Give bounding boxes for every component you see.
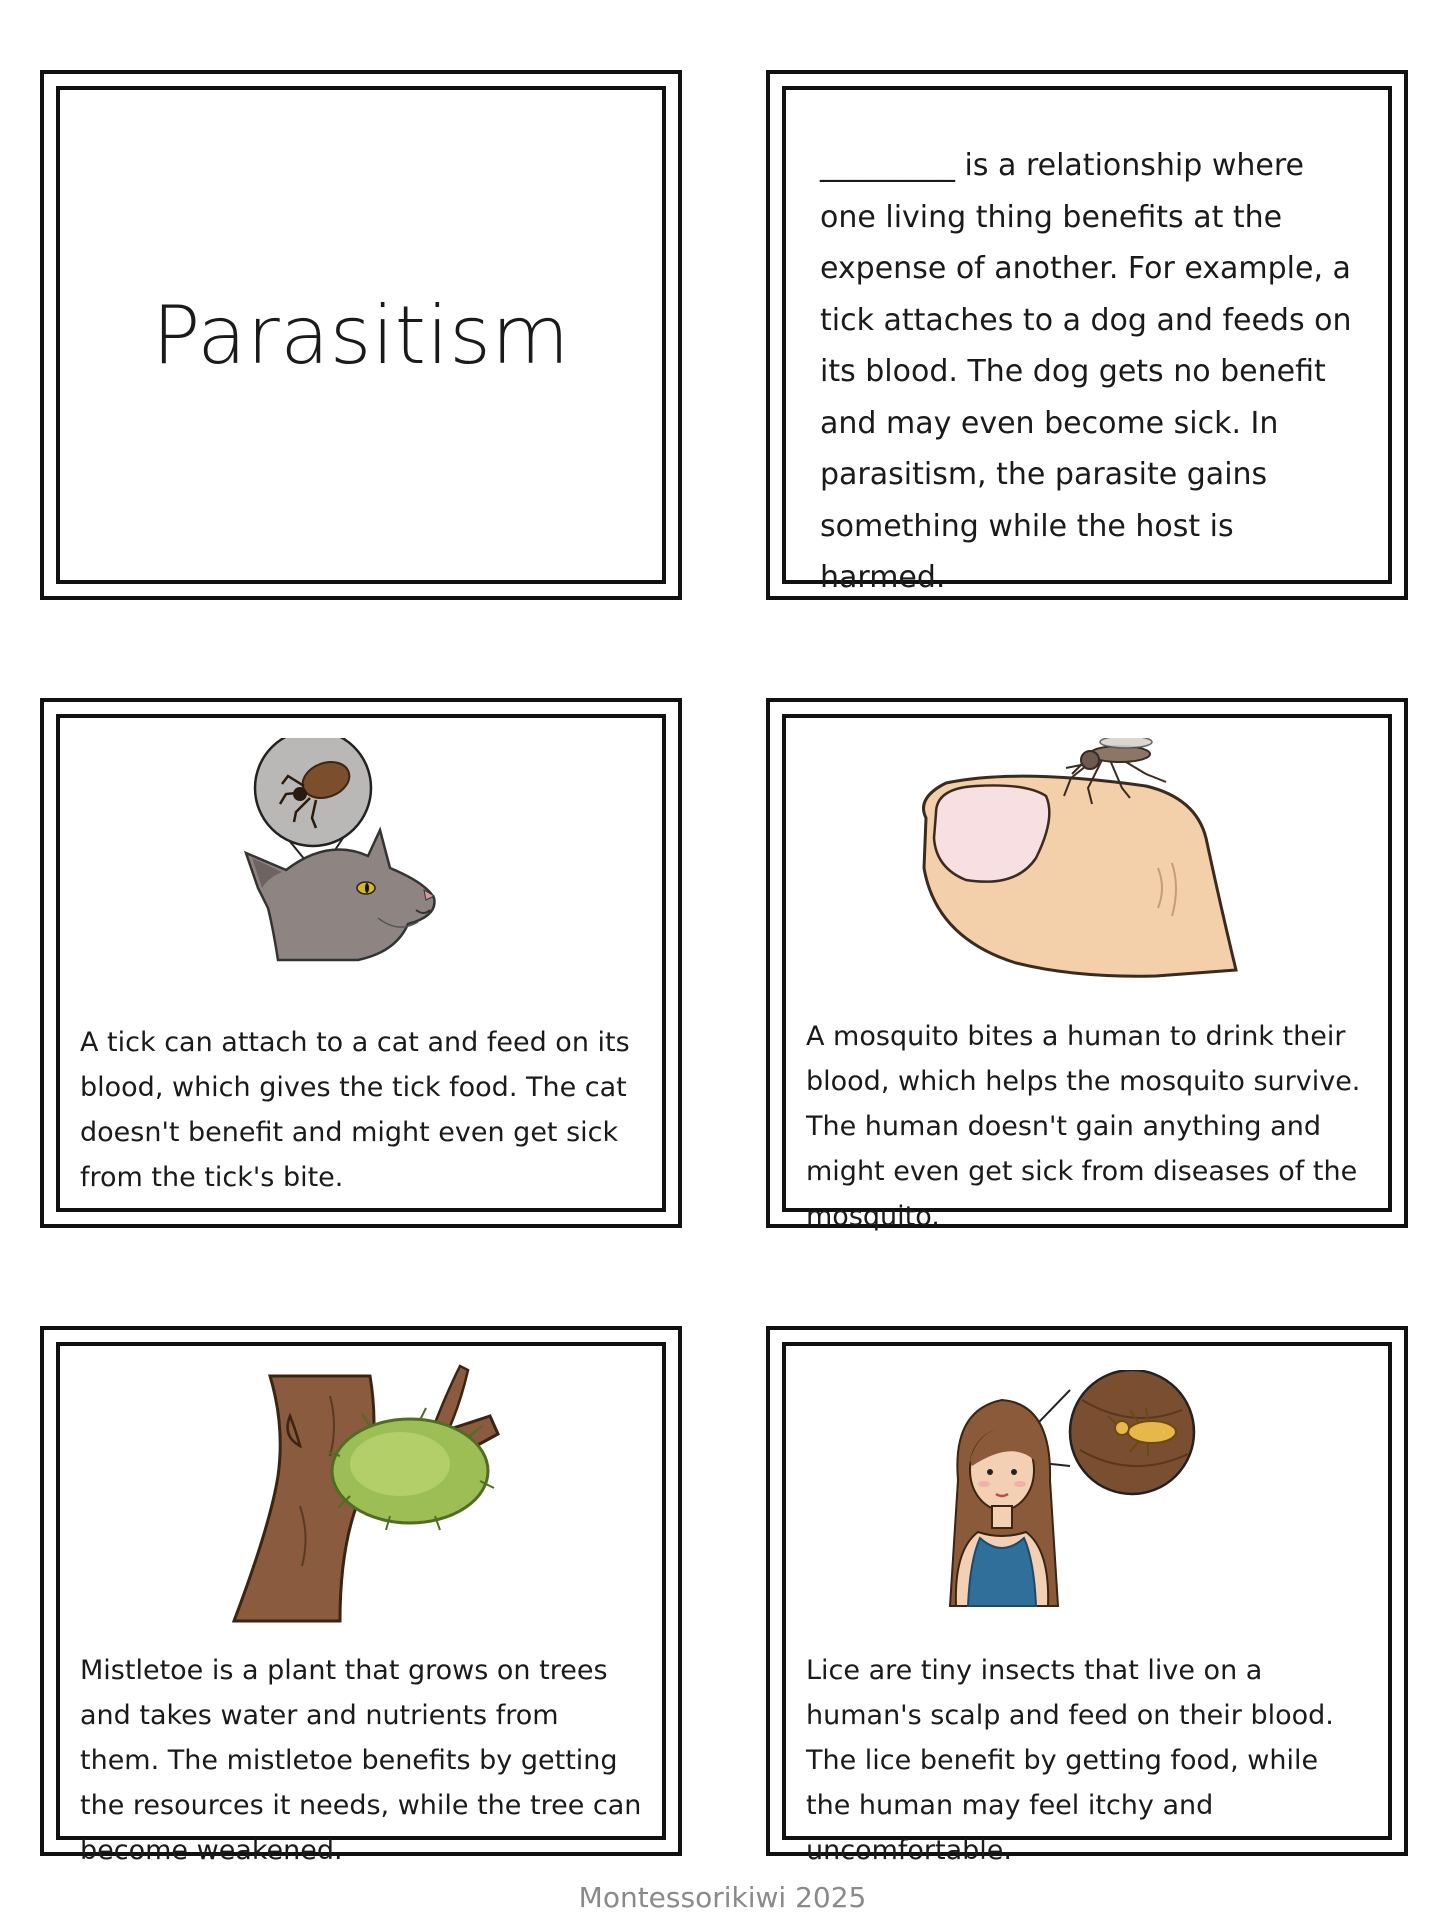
mosquito-finger-illustration — [896, 738, 1256, 988]
lice-girl-illustration — [942, 1370, 1252, 1620]
lice-card-inner — [782, 1342, 1392, 1866]
mistletoe-card — [40, 1326, 682, 1866]
mosquito-card — [766, 698, 1408, 1232]
tick-cat-caption: A tick can attach to a cat and feed on its blood, which gives the tick food. The cat doesn't benefit and might even get sick from the tick's bite. — [80, 1027, 630, 1193]
tick-cat-card-inner — [56, 714, 666, 1212]
mistletoe-card-inner — [56, 1342, 666, 1866]
definition-text: _________ is a relationship where one living thing benefits at the expense of another. For example, a tick attaches to a dog and feeds on its blood. The dog gets no benefit and may even become sick. In parasitism, the parasite gains something while the host is harmed. — [820, 148, 1352, 595]
definition-card-inner — [782, 86, 1392, 595]
mistletoe-tree-illustration — [230, 1356, 560, 1626]
term-title: Parasitism — [152, 288, 570, 382]
tick-cat-illustration — [238, 738, 468, 968]
mosquito-card-inner — [782, 714, 1392, 1232]
mosquito-caption: A mosquito bites a human to drink their blood, which helps the mosquito survive. The human doesn't gain anything and might even get sick from diseases of the mosquito. — [806, 1021, 1361, 1232]
term-card — [40, 70, 682, 600]
lice-card — [766, 1326, 1408, 1866]
mistletoe-caption: Mistletoe is a plant that grows on trees and takes water and nutrients from them. The mistletoe benefits by getting the resources it needs, while the tree can become weakened. — [80, 1655, 642, 1866]
definition-card — [766, 70, 1408, 600]
footer-credit: Montessorikiwi 2025 — [578, 1881, 867, 1914]
lice-caption: Lice are tiny insects that live on a human's scalp and feed on their blood. The lice benefit by getting food, while the human may feel itchy and uncomfortable. — [806, 1655, 1334, 1866]
tick-cat-card — [40, 698, 682, 1228]
term-card-inner — [56, 86, 666, 584]
